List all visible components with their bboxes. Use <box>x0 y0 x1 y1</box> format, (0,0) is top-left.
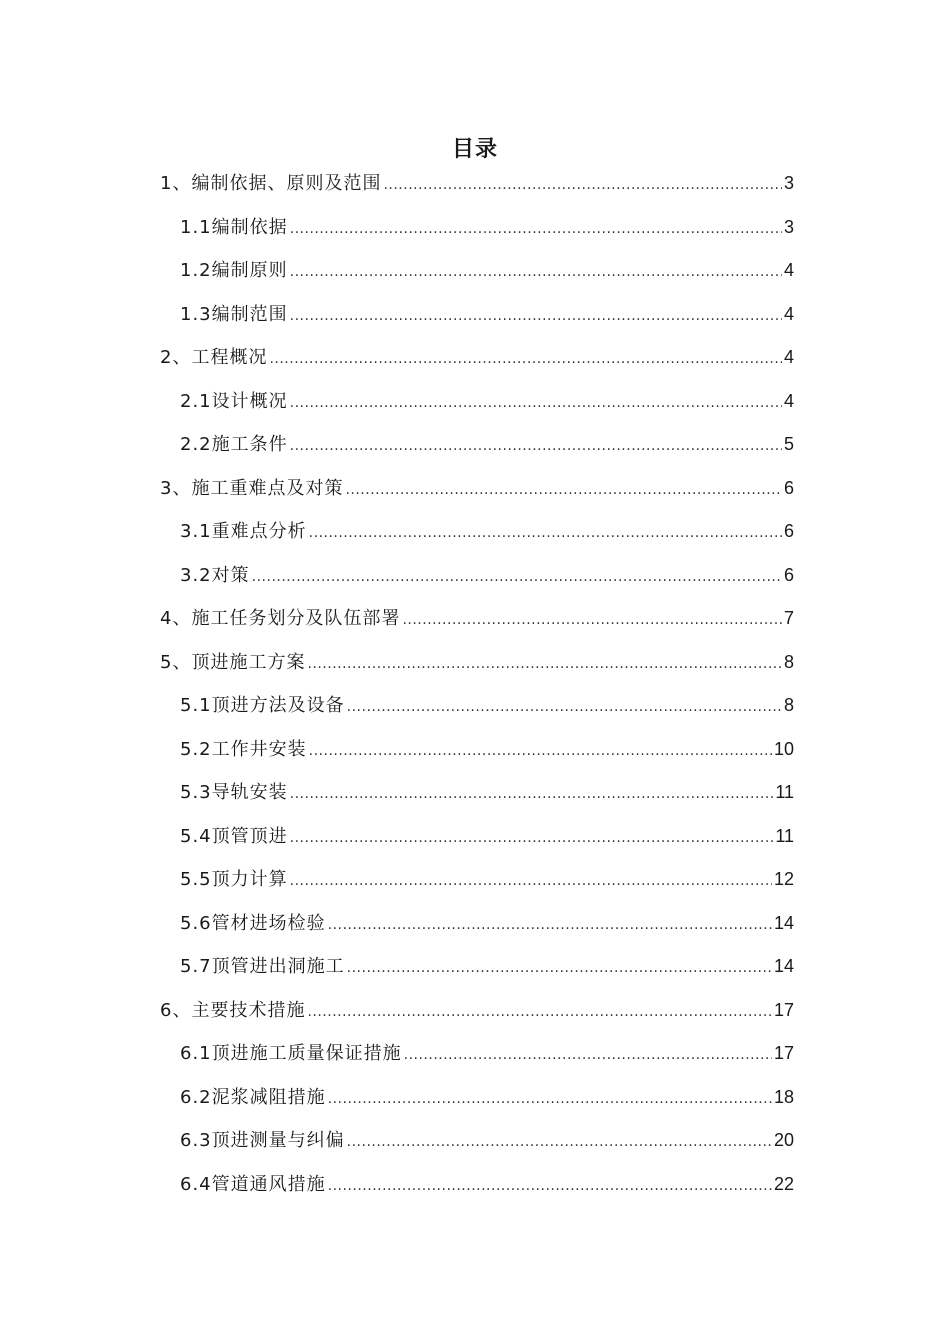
toc-dot-leader <box>347 686 782 730</box>
toc-entry-label: 5.6管材进场检验 <box>180 912 326 934</box>
toc-entry[interactable] <box>160 1076 794 1120</box>
toc-entry[interactable] <box>160 641 794 685</box>
toc-entry-label: 5.2工作井安装 <box>180 738 307 760</box>
toc-page-number: 6 <box>783 477 794 498</box>
toc-dot-leader <box>309 512 782 556</box>
toc-page-number: 3 <box>783 216 794 237</box>
toc-entry[interactable] <box>160 1119 794 1163</box>
toc-page-number: 8 <box>783 695 794 715</box>
toc-page-number: 14 <box>773 912 794 933</box>
toc-page-number: 14 <box>773 956 794 976</box>
toc-list <box>160 162 794 1206</box>
toc-entry-label: 1.2编制原则 <box>180 260 288 281</box>
toc-page-number: 22 <box>773 1173 794 1194</box>
toc-page-number: 6 <box>783 564 794 585</box>
toc-dot-leader <box>328 1165 772 1209</box>
toc-dot-leader <box>345 469 782 513</box>
toc-entry-label: 6、主要技术措施 <box>160 999 306 1021</box>
toc-entry-label: 6.1顶进施工质量保证措施 <box>180 1043 402 1064</box>
toc-page-number: 20 <box>773 1130 794 1150</box>
toc-entry[interactable] <box>160 989 794 1033</box>
toc-entry-label: 6.4管道通风措施 <box>180 1173 326 1195</box>
toc-entry-label: 6.3顶进测量与纠偏 <box>180 1130 345 1151</box>
toc-entry[interactable] <box>160 684 794 728</box>
toc-dot-leader <box>383 164 782 208</box>
toc-dot-leader <box>252 556 782 600</box>
toc-entry-label: 2、工程概况 <box>160 347 268 368</box>
toc-entry-label: 1、编制依据、原则及范围 <box>160 173 382 194</box>
toc-dot-leader <box>290 860 772 904</box>
toc-dot-leader <box>290 208 782 252</box>
toc-entry[interactable] <box>160 162 794 206</box>
toc-page-number: 5 <box>783 434 794 454</box>
toc-page-number: 17 <box>773 999 794 1020</box>
toc-page-number: 10 <box>773 738 794 759</box>
toc-entry-label: 5.4顶管顶进 <box>180 825 288 847</box>
toc-entry[interactable] <box>160 597 794 641</box>
toc-entry[interactable] <box>160 554 794 598</box>
toc-entry[interactable] <box>160 510 794 554</box>
toc-entry-label: 3、施工重难点及对策 <box>160 477 344 499</box>
toc-entry[interactable] <box>160 336 794 380</box>
toc-entry-label: 5.5顶力计算 <box>180 869 288 890</box>
toc-entry[interactable] <box>160 1163 794 1207</box>
toc-entry-label: 5.3导轨安装 <box>180 782 288 803</box>
toc-entry[interactable] <box>160 771 794 815</box>
toc-dot-leader <box>328 904 772 948</box>
toc-entry[interactable] <box>160 249 794 293</box>
toc-entry-label: 1.1编制依据 <box>180 216 288 238</box>
toc-entry[interactable] <box>160 423 794 467</box>
toc-dot-leader <box>290 817 774 861</box>
toc-entry-label: 2.1设计概况 <box>180 390 288 412</box>
toc-entry-label: 3.2对策 <box>180 564 250 586</box>
toc-entry-label: 1.3编制范围 <box>180 303 288 325</box>
toc-entry-label: 3.1重难点分析 <box>180 521 307 542</box>
toc-page-number: 3 <box>783 173 794 193</box>
toc-entry[interactable] <box>160 728 794 772</box>
toc-dot-leader <box>309 730 772 774</box>
toc-dot-leader <box>290 251 782 295</box>
toc-page-number: 4 <box>783 303 794 324</box>
toc-entry[interactable] <box>160 467 794 511</box>
toc-dot-leader <box>290 295 782 339</box>
toc-dot-leader <box>347 947 772 991</box>
toc-dot-leader <box>290 382 782 426</box>
toc-page-number: 17 <box>773 1043 794 1063</box>
toc-dot-leader <box>269 338 782 382</box>
toc-entry-label: 5.1顶进方法及设备 <box>180 695 345 716</box>
toc-page-number: 4 <box>783 347 794 367</box>
toc-dot-leader <box>307 991 772 1035</box>
toc-dot-leader <box>404 1034 772 1078</box>
toc-entry[interactable] <box>160 902 794 946</box>
toc-entry-label: 2.2施工条件 <box>180 434 288 455</box>
toc-page-number: 4 <box>783 390 794 411</box>
toc-dot-leader <box>290 773 774 817</box>
toc-dot-leader <box>328 1078 772 1122</box>
toc-entry[interactable] <box>160 206 794 250</box>
toc-page-number: 12 <box>773 869 794 889</box>
toc-page-number: 18 <box>773 1086 794 1107</box>
toc-entry-label: 6.2泥浆减阻措施 <box>180 1086 326 1108</box>
toc-entry-label: 4、施工任务划分及队伍部署 <box>160 608 401 629</box>
toc-page-number: 11 <box>775 825 794 846</box>
toc-entry-label: 5.7顶管进出洞施工 <box>180 956 345 977</box>
toc-dot-leader <box>307 643 782 687</box>
toc-entry[interactable] <box>160 293 794 337</box>
toc-page-number: 6 <box>783 521 794 541</box>
toc-page-number: 7 <box>783 608 794 628</box>
toc-dot-leader <box>290 425 782 469</box>
toc-title: 目录 <box>451 137 498 162</box>
toc-entry[interactable] <box>160 1032 794 1076</box>
toc-entry[interactable] <box>160 858 794 902</box>
toc-entry[interactable] <box>160 380 794 424</box>
toc-entry[interactable] <box>160 815 794 859</box>
toc-page-number: 4 <box>783 260 794 280</box>
toc-dot-leader <box>402 599 782 643</box>
toc-entry-label: 5、顶进施工方案 <box>160 651 306 673</box>
toc-page-number: 11 <box>775 782 794 802</box>
toc-page-number: 8 <box>783 651 794 672</box>
toc-entry[interactable] <box>160 945 794 989</box>
toc-dot-leader <box>347 1121 772 1165</box>
